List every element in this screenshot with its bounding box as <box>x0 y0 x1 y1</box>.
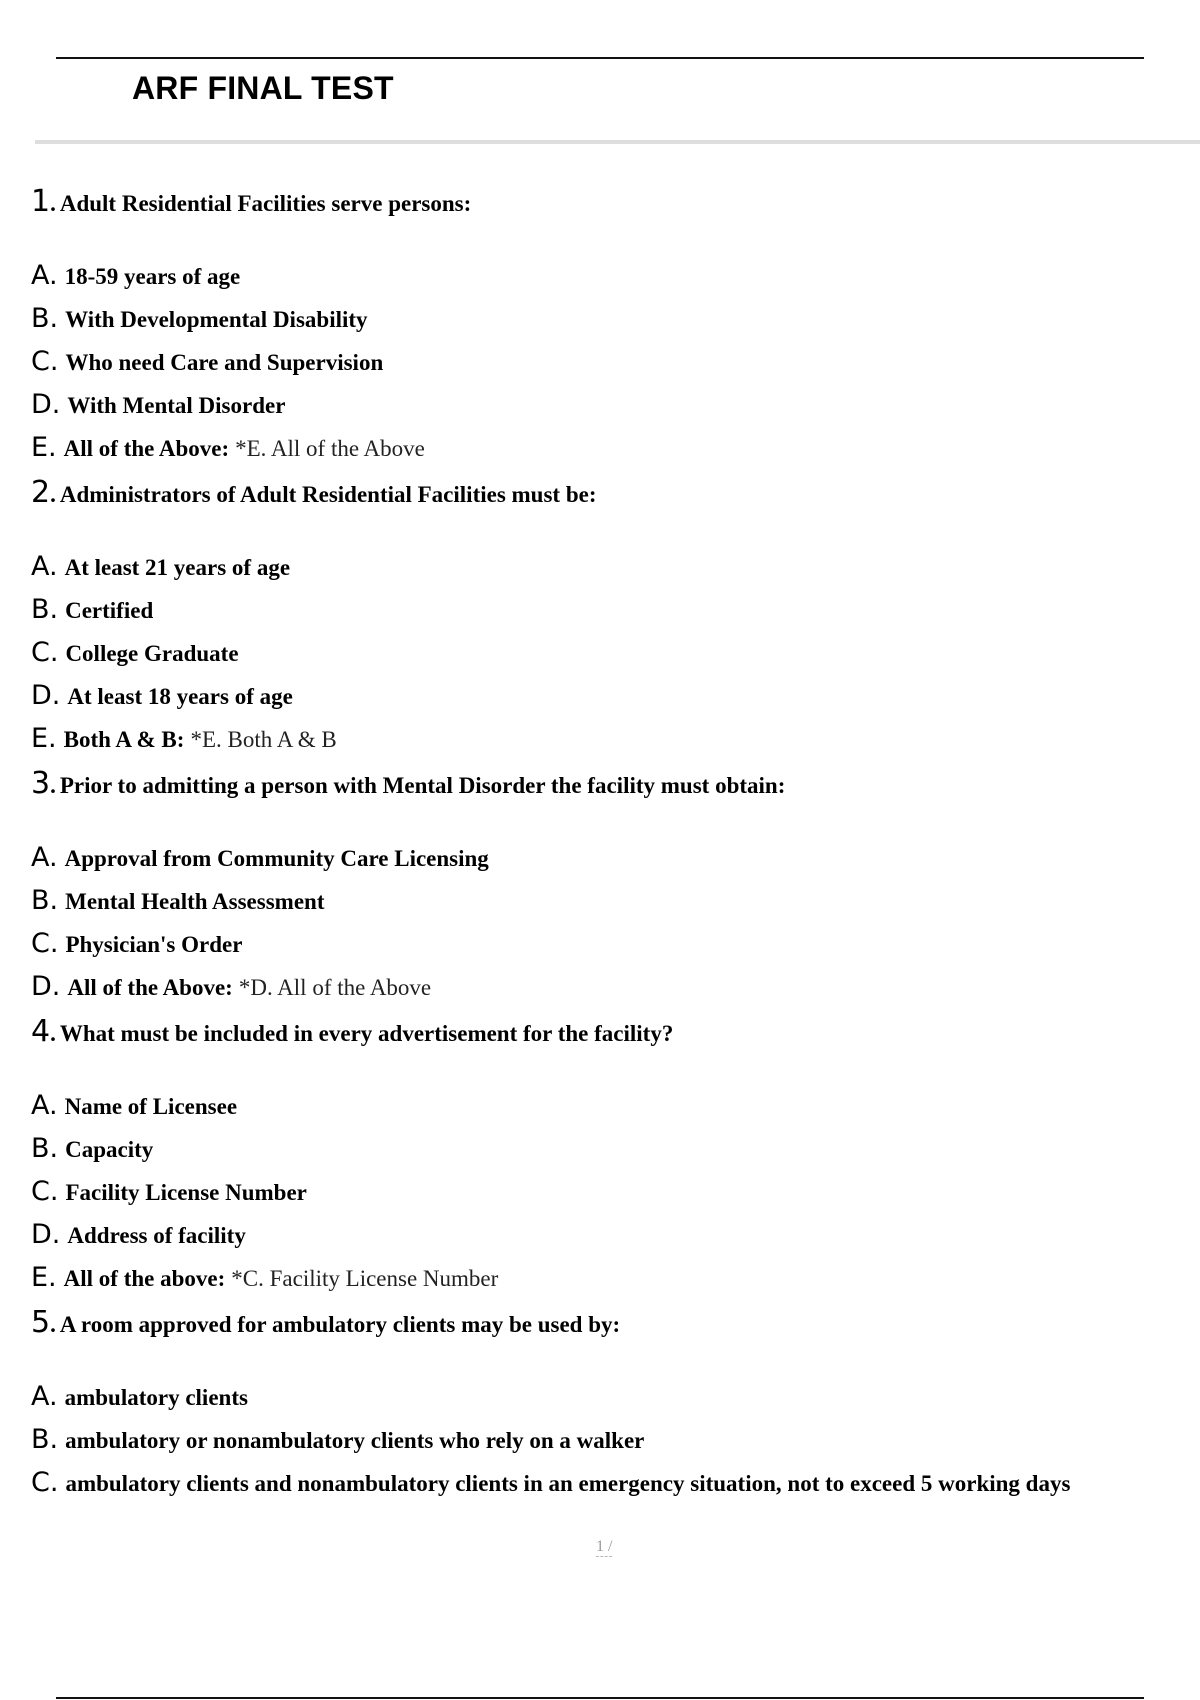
option-text: ambulatory or nonambulatory clients who rely on a walker <box>65 1428 645 1453</box>
answer-key: *D. All of the Above <box>238 975 432 1000</box>
option-a <box>31 1381 1181 1424</box>
page-number: 1 / <box>596 1538 613 1555</box>
question-2 <box>31 475 1181 766</box>
option-c <box>31 346 1181 389</box>
question-header: 4 . What must be included in every advertisement for the facility? <box>31 1014 674 1049</box>
option-text: Approval from Community Care Licensing <box>64 846 489 871</box>
option-text: Name of Licensee <box>64 1094 238 1119</box>
option-d <box>31 389 1181 432</box>
option-letter: A. <box>31 1381 58 1412</box>
option-letter: C. <box>31 1467 59 1498</box>
option-letter: B. <box>31 594 59 625</box>
option-letter: A. <box>31 1090 58 1121</box>
option-letter: B. <box>31 1424 59 1455</box>
option-letter: B. <box>31 1133 59 1164</box>
option-text: Certified <box>65 598 154 623</box>
option-letter: A. <box>31 260 58 291</box>
option-c <box>31 1176 1181 1219</box>
question-header: 1 . Adult Residential Facilities serve persons: <box>31 184 472 219</box>
question-number: 2 <box>31 475 51 510</box>
option-text: Who need Care and Supervision <box>65 350 384 375</box>
option-text: Capacity <box>65 1137 154 1162</box>
option-letter: E. <box>31 1262 57 1293</box>
option-letter: C. <box>31 928 59 959</box>
question-header: 2 . Administrators of Adult Residential Facilities must be: <box>31 475 597 510</box>
option-text: Address of facility <box>67 1223 246 1248</box>
option-a <box>31 842 1181 885</box>
top-rule <box>56 57 1144 59</box>
question-header: 3 . Prior to admitting a person with Mental Disorder the facility must obtain: <box>31 766 786 801</box>
question-text: Administrators of Adult Residential Facilities must be: <box>59 482 597 507</box>
option-text: All of the above: <box>63 1266 226 1291</box>
option-letter: A. <box>31 551 58 582</box>
option-a <box>31 551 1181 594</box>
option-letter: E. <box>31 432 57 463</box>
option-a <box>31 260 1181 303</box>
option-letter: D. <box>31 680 61 711</box>
option-text: Physician's Order <box>65 932 243 957</box>
question-5 <box>31 1305 1181 1510</box>
option-b <box>31 1424 1181 1467</box>
option-text: Both A & B: <box>63 727 185 752</box>
option-e <box>31 432 1181 475</box>
question-text: Adult Residential Facilities serve persons: <box>59 191 472 216</box>
option-b <box>31 594 1181 637</box>
option-d <box>31 971 1181 1014</box>
option-letter: C. <box>31 1176 59 1207</box>
option-letter: E. <box>31 723 57 754</box>
question-text: What must be included in every advertisement for the facility? <box>59 1021 674 1046</box>
option-b <box>31 885 1181 928</box>
question-text: A room approved for ambulatory clients may be used by: <box>59 1312 621 1337</box>
option-text: Facility License Number <box>65 1180 307 1205</box>
option-text: Mental Health Assessment <box>65 889 325 914</box>
option-text: All of the Above: <box>63 436 230 461</box>
question-number: 3 <box>31 766 51 801</box>
option-text: At least 18 years of age <box>67 684 293 709</box>
option-text: College Graduate <box>65 641 239 666</box>
option-text: With Developmental Disability <box>65 307 368 332</box>
option-c <box>31 637 1181 680</box>
option-text: ambulatory clients <box>64 1385 248 1410</box>
document-title: ARF FINAL TEST <box>132 70 394 106</box>
question-4 <box>31 1014 1181 1305</box>
question-3 <box>31 766 1181 1014</box>
option-e <box>31 723 1181 766</box>
option-c <box>31 1467 1181 1510</box>
option-letter: D. <box>31 389 61 420</box>
answer-key: *E. Both A & B <box>190 727 337 752</box>
option-text: With Mental Disorder <box>67 393 286 418</box>
option-text: 18-59 years of age <box>64 264 241 289</box>
question-number: 1 <box>31 184 51 219</box>
option-letter: A. <box>31 842 58 873</box>
title-divider <box>35 140 1200 144</box>
question-1 <box>31 184 1181 475</box>
question-number: 5 <box>31 1305 51 1340</box>
question-number: 4 <box>31 1014 51 1049</box>
answer-key: *C. Facility License Number <box>231 1266 499 1291</box>
option-letter: C. <box>31 346 59 377</box>
question-header: 5 . A room approved for ambulatory clients may be used by: <box>31 1305 621 1340</box>
question-text: Prior to admitting a person with Mental Disorder the facility must obtain: <box>59 773 786 798</box>
option-c <box>31 928 1181 971</box>
option-b <box>31 303 1181 346</box>
option-letter: B. <box>31 303 59 334</box>
bottom-rule <box>56 1697 1144 1699</box>
option-letter: B. <box>31 885 59 916</box>
option-text: ambulatory clients and nonambulatory clients in an emergency situation, not to exceed 5 working days <box>65 1471 1071 1496</box>
option-letter: D. <box>31 971 61 1002</box>
option-text: At least 21 years of age <box>64 555 291 580</box>
option-b <box>31 1133 1181 1176</box>
option-text: All of the Above: <box>67 975 233 1000</box>
question-list <box>31 184 1181 1510</box>
option-e <box>31 1262 1181 1305</box>
answer-key: *E. All of the Above <box>235 436 425 461</box>
option-d <box>31 680 1181 723</box>
option-letter: C. <box>31 637 59 668</box>
option-letter: D. <box>31 1219 61 1250</box>
option-a <box>31 1090 1181 1133</box>
option-d <box>31 1219 1181 1262</box>
